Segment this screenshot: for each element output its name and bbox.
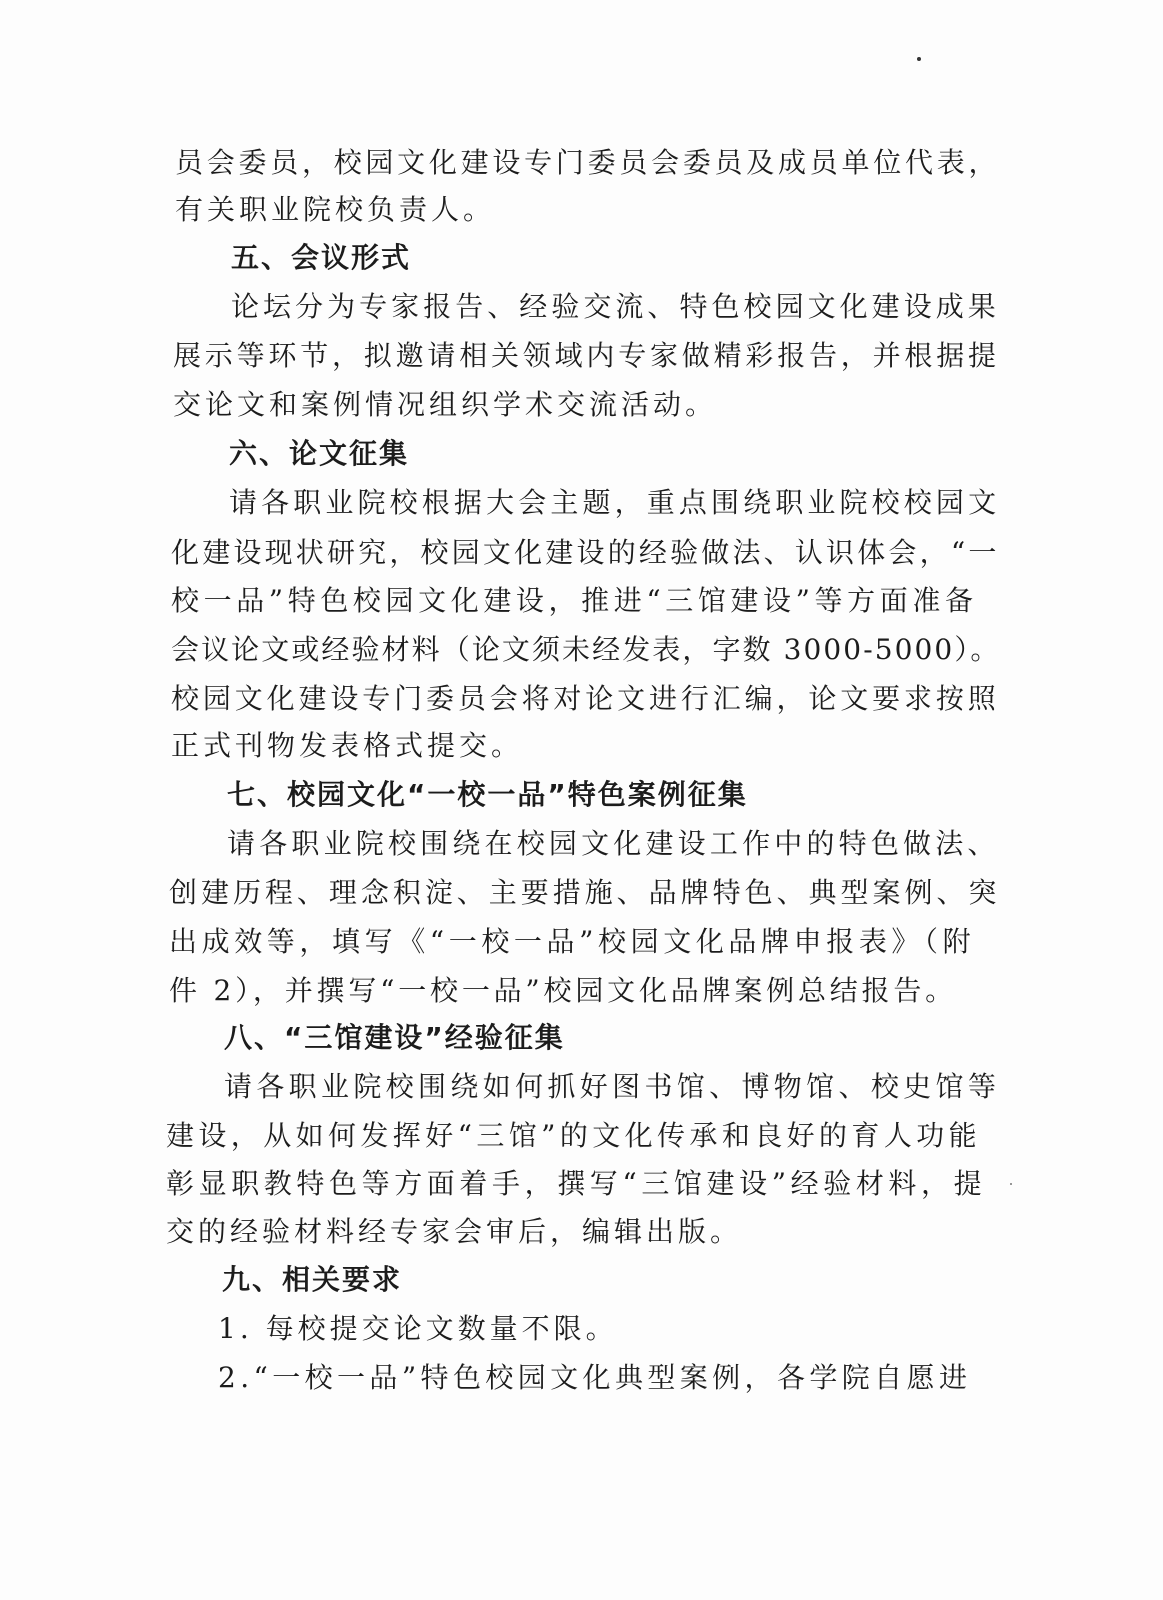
paragraph-line: 校一品”特色校园文化建设，推进“三馆建设”等方面准备	[171, 584, 978, 617]
paragraph-line: 展示等环节，拟邀请相关领域内专家做精彩报告，并根据提	[173, 339, 1000, 372]
scan-speck	[1010, 1183, 1012, 1185]
section-heading: 五、会议形式	[231, 241, 412, 274]
paragraph-line: 交论文和案例情况组织学术交流活动。	[173, 388, 718, 421]
scan-speck	[917, 57, 921, 61]
paragraph-line: 正式刊物发表格式提交。	[171, 729, 524, 762]
section-heading: 九、相关要求	[222, 1263, 403, 1296]
paragraph-line: 化建设现状研究，校园文化建设的经验做法、认识体会，“一	[171, 536, 1000, 569]
paragraph-line: 有关职业院校负责人。	[175, 193, 496, 226]
list-item: 2.“一校一品”特色校园文化典型案例，各学院自愿进	[218, 1361, 972, 1394]
paragraph-line: 员会委员，校园文化建设专门委员会委员及成员单位代表，	[175, 146, 1001, 179]
paragraph-line: 请各职业院校根据大会主题，重点围绕职业院校校园文	[229, 486, 1001, 519]
paragraph-line: 彰显职教特色等方面着手，撰写“三馆建设”经验材料，提	[166, 1167, 987, 1200]
paragraph-line: 请各职业院校围绕如何抓好图书馆、博物馆、校史馆等	[224, 1070, 1001, 1103]
paragraph-line: 交的经验材料经专家会审后，编辑出版。	[166, 1215, 743, 1248]
paragraph-line: 会议论文或经验材料（论文须未经发表，字数 3000-5000）。	[171, 633, 1001, 666]
section-heading: 八、“三馆建设”经验征集	[224, 1021, 565, 1054]
paragraph-line: 请各职业院校围绕在校园文化建设工作中的特色做法、	[227, 827, 1000, 860]
paragraph-line: 出成效等，填写《“一校一品”校园文化品牌申报表》（附	[169, 925, 976, 958]
section-heading: 六、论文征集	[229, 437, 410, 470]
section-heading: 七、校园文化“一校一品”特色案例征集	[227, 778, 748, 811]
list-item: 1. 每校提交论文数量不限。	[218, 1312, 618, 1345]
paragraph-line: 创建历程、理念积淀、主要措施、品牌特色、典型案例、突	[169, 876, 1001, 909]
paragraph-line: 论坛分为专家报告、经验交流、特色校园文化建设成果	[231, 290, 1000, 323]
paragraph-line: 建设，从如何发挥好“三馆”的文化传承和良好的育人功能	[166, 1119, 982, 1152]
paragraph-line: 件 2），并撰写“一校一品”校园文化品牌案例总结报告。	[169, 974, 957, 1007]
paragraph-line: 校园文化建设专门委员会将对论文进行汇编，论文要求按照	[171, 682, 1000, 715]
